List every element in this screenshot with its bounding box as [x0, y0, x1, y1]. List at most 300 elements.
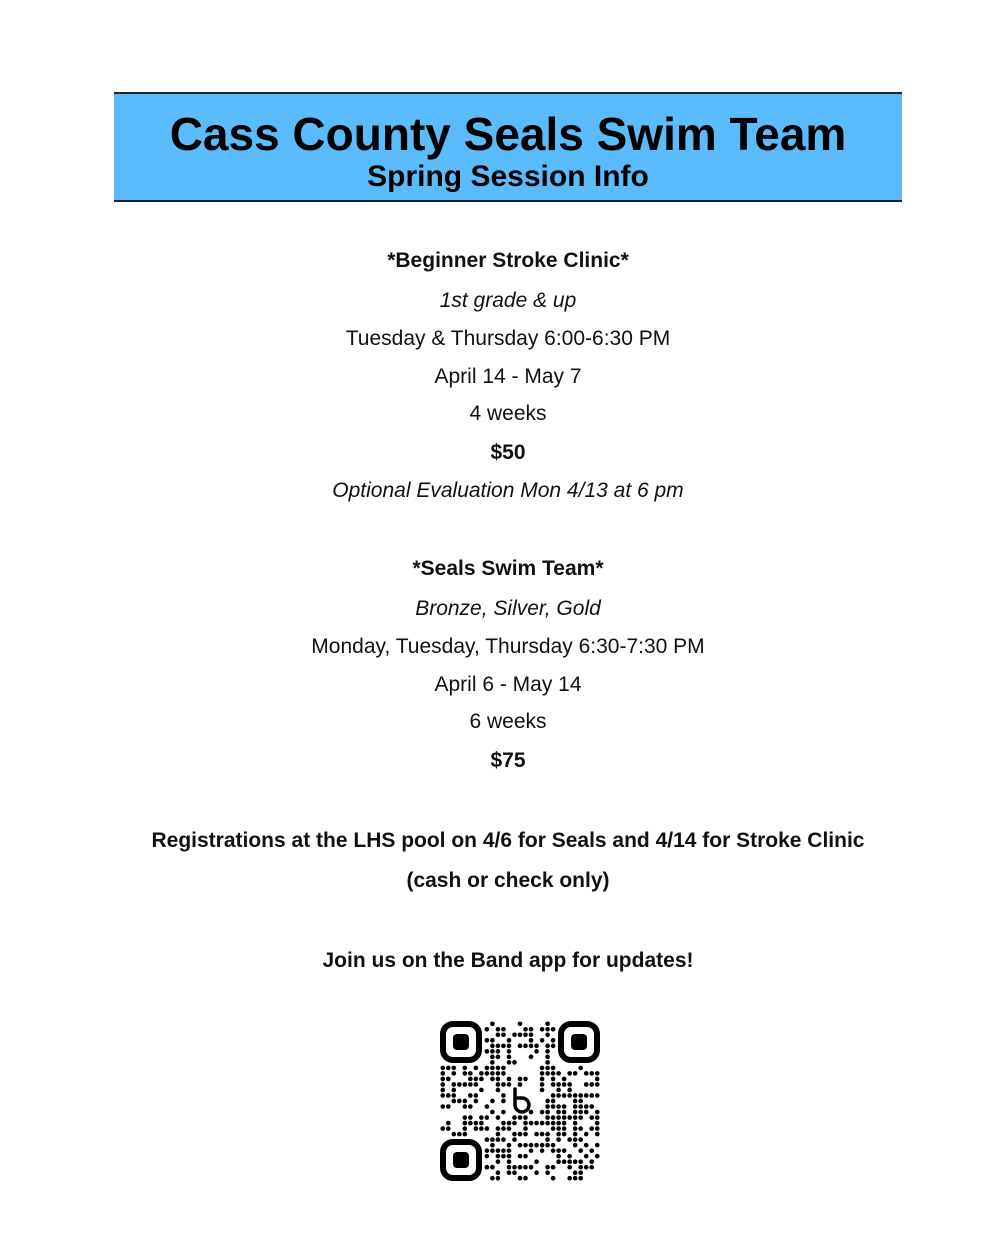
- qr-dot: [468, 1115, 473, 1120]
- qr-dot: [440, 1104, 445, 1109]
- qr-dot: [551, 1121, 556, 1126]
- qr-dot: [512, 1170, 517, 1175]
- qr-dot: [589, 1159, 594, 1164]
- qr-dot: [573, 1143, 578, 1148]
- qr-dot: [468, 1093, 473, 1098]
- qr-dot: [595, 1154, 600, 1159]
- registration-info: Registrations at the LHS pool on 4/6 for Seals and 4/14 for Stroke Clinic: [151, 829, 865, 852]
- qr-dot: [474, 1082, 479, 1087]
- qr-dot: [479, 1115, 484, 1120]
- qr-dot: [556, 1082, 561, 1087]
- qr-dot: [479, 1071, 484, 1076]
- qr-dot: [518, 1143, 523, 1148]
- qr-dot: [496, 1055, 501, 1060]
- qr-dot: [551, 1038, 556, 1043]
- qr-dot: [512, 1060, 517, 1065]
- qr-dot: [589, 1104, 594, 1109]
- qr-dot: [507, 1082, 512, 1087]
- qr-dot: [496, 1170, 501, 1175]
- qr-dot: [512, 1165, 517, 1170]
- qr-dot: [529, 1027, 534, 1032]
- qr-dot: [562, 1110, 567, 1115]
- qr-dot: [534, 1044, 539, 1049]
- qr-dot: [578, 1126, 583, 1131]
- qr-dot: [567, 1159, 572, 1164]
- qr-dot: [490, 1049, 495, 1054]
- qr-dot: [529, 1038, 534, 1043]
- qr-dot: [556, 1154, 561, 1159]
- qr-dot: [556, 1159, 561, 1164]
- qr-dot: [545, 1071, 550, 1076]
- qr-dot: [556, 1110, 561, 1115]
- qr-dot: [545, 1060, 550, 1065]
- qr-dot: [562, 1093, 567, 1098]
- qr-dot: [545, 1137, 550, 1142]
- qr-dot: [556, 1088, 561, 1093]
- qr-dot: [507, 1060, 512, 1065]
- qr-dot: [573, 1176, 578, 1181]
- qr-dot: [551, 1176, 556, 1181]
- qr-dot: [485, 1038, 490, 1043]
- qr-dot: [551, 1165, 556, 1170]
- qr-dot: [562, 1148, 567, 1153]
- qr-dot: [496, 1077, 501, 1082]
- qr-dot: [529, 1143, 534, 1148]
- qr-dot: [573, 1121, 578, 1126]
- qr-dot: [578, 1165, 583, 1170]
- qr-dot: [446, 1066, 451, 1071]
- qr-dot: [451, 1071, 456, 1076]
- qr-dot: [518, 1077, 523, 1082]
- qr-dot: [578, 1066, 583, 1071]
- qr-dot: [529, 1110, 534, 1115]
- qr-dot: [485, 1071, 490, 1076]
- qr-dot: [562, 1077, 567, 1082]
- qr-dot: [556, 1126, 561, 1131]
- qr-dot: [584, 1154, 589, 1159]
- qr-dot: [567, 1093, 572, 1098]
- qr-dot: [551, 1148, 556, 1153]
- qr-dot: [595, 1121, 600, 1126]
- qr-dot: [584, 1165, 589, 1170]
- qr-dot: [446, 1077, 451, 1082]
- qr-dot: [451, 1088, 456, 1093]
- qr-dot: [545, 1165, 550, 1170]
- qr-dot: [496, 1148, 501, 1153]
- qr-dot: [545, 1044, 550, 1049]
- qr-dot: [512, 1121, 517, 1126]
- qr-dot: [529, 1121, 534, 1126]
- qr-dot: [578, 1093, 583, 1098]
- qr-dot: [507, 1044, 512, 1049]
- qr-dot: [457, 1082, 462, 1087]
- qr-dot: [512, 1115, 517, 1120]
- qr-dot: [567, 1082, 572, 1087]
- qr-dot: [562, 1115, 567, 1120]
- qr-dot: [578, 1170, 583, 1175]
- qr-dot: [540, 1082, 545, 1087]
- qr-dot: [501, 1099, 506, 1104]
- qr-dot: [446, 1121, 451, 1126]
- clinic-schedule: Tuesday & Thursday 6:00-6:30 PM: [345, 327, 671, 350]
- qr-dot: [518, 1032, 523, 1037]
- qr-dot: [595, 1077, 600, 1082]
- qr-dot: [496, 1176, 501, 1181]
- qr-dot: [556, 1121, 561, 1126]
- qr-dot: [507, 1159, 512, 1164]
- qr-dot: [501, 1071, 506, 1076]
- qr-dot: [589, 1148, 594, 1153]
- qr-finder-top-right: [561, 1024, 597, 1060]
- qr-dot: [451, 1066, 456, 1071]
- qr-dot: [507, 1143, 512, 1148]
- qr-dot: [578, 1104, 583, 1109]
- team-price: $75: [490, 749, 526, 772]
- qr-dot: [463, 1066, 468, 1071]
- qr-dot: [551, 1115, 556, 1120]
- qr-dot: [540, 1066, 545, 1071]
- team-heading: *Seals Swim Team*: [412, 557, 604, 580]
- qr-dot: [474, 1126, 479, 1131]
- clinic-eligibility: 1st grade & up: [439, 289, 577, 312]
- qr-dot: [562, 1104, 567, 1109]
- qr-dot: [584, 1082, 589, 1087]
- qr-dot: [485, 1137, 490, 1142]
- qr-dot: [529, 1165, 534, 1170]
- band-logo-icon: [507, 1088, 533, 1114]
- qr-dot: [518, 1165, 523, 1170]
- qr-dot: [562, 1159, 567, 1164]
- qr-dot: [440, 1066, 445, 1071]
- qr-dot: [468, 1104, 473, 1109]
- qr-dot: [490, 1143, 495, 1148]
- qr-finder-top-left: [443, 1024, 479, 1060]
- qr-dot: [545, 1049, 550, 1054]
- qr-dot: [474, 1066, 479, 1071]
- qr-dot: [463, 1115, 468, 1120]
- qr-dot: [507, 1148, 512, 1153]
- qr-dot: [529, 1044, 534, 1049]
- qr-dot: [490, 1148, 495, 1153]
- qr-dot: [545, 1115, 550, 1120]
- qr-dot: [578, 1176, 583, 1181]
- qr-dot: [567, 1165, 572, 1170]
- registration-payment-note: (cash or check only): [406, 869, 610, 892]
- qr-dot: [507, 1055, 512, 1060]
- qr-dot: [496, 1071, 501, 1076]
- qr-dot: [578, 1159, 583, 1164]
- qr-dot: [562, 1082, 567, 1087]
- qr-dot: [573, 1126, 578, 1131]
- qr-dot: [578, 1099, 583, 1104]
- qr-dot: [573, 1071, 578, 1076]
- qr-dot: [512, 1137, 517, 1142]
- qr-dot: [540, 1038, 545, 1043]
- qr-dot: [507, 1049, 512, 1054]
- qr-dot: [451, 1082, 456, 1087]
- team-schedule: Monday, Tuesday, Thursday 6:30-7:30 PM: [311, 635, 705, 658]
- qr-dot: [523, 1032, 528, 1037]
- qr-dot: [440, 1082, 445, 1087]
- qr-dot: [567, 1115, 572, 1120]
- qr-dot: [474, 1099, 479, 1104]
- qr-dot: [573, 1104, 578, 1109]
- qr-dot: [523, 1077, 528, 1082]
- qr-dot: [485, 1126, 490, 1131]
- qr-dot: [490, 1099, 495, 1104]
- qr-dot: [496, 1044, 501, 1049]
- qr-dot: [551, 1093, 556, 1098]
- qr-dot: [490, 1176, 495, 1181]
- title-banner: [114, 92, 902, 202]
- qr-dot: [463, 1126, 468, 1131]
- qr-dot: [589, 1115, 594, 1120]
- qr-dot: [573, 1115, 578, 1120]
- qr-dot: [540, 1110, 545, 1115]
- qr-dot: [496, 1066, 501, 1071]
- qr-dot: [523, 1176, 528, 1181]
- qr-dot: [534, 1159, 539, 1164]
- page-subtitle: Spring Session Info: [367, 160, 649, 193]
- qr-dot: [523, 1121, 528, 1126]
- qr-code-graphic: [440, 1021, 600, 1181]
- qr-dot: [490, 1066, 495, 1071]
- qr-dot: [507, 1077, 512, 1082]
- qr-dot: [501, 1110, 506, 1115]
- qr-dot: [545, 1132, 550, 1137]
- qr-dot: [440, 1088, 445, 1093]
- qr-dot: [501, 1032, 506, 1037]
- qr-dot: [595, 1115, 600, 1120]
- qr-dot: [468, 1071, 473, 1076]
- qr-dot: [573, 1137, 578, 1142]
- qr-dot: [501, 1148, 506, 1153]
- qr-dot: [540, 1088, 545, 1093]
- qr-dot: [545, 1104, 550, 1109]
- qr-dot: [490, 1044, 495, 1049]
- qr-dot: [567, 1088, 572, 1093]
- clinic-dates: April 14 - May 7: [434, 365, 582, 388]
- qr-dot: [584, 1110, 589, 1115]
- qr-dot: [523, 1027, 528, 1032]
- qr-dot: [479, 1088, 484, 1093]
- qr-dot: [507, 1165, 512, 1170]
- qr-dot: [501, 1093, 506, 1098]
- band-app-qr-code-icon[interactable]: [440, 1021, 600, 1181]
- qr-dot: [496, 1032, 501, 1037]
- qr-dot: [551, 1082, 556, 1087]
- qr-dot: [529, 1032, 534, 1037]
- qr-dot: [545, 1110, 550, 1115]
- band-app-cta: Join us on the Band app for updates!: [322, 949, 694, 972]
- qr-dot: [595, 1071, 600, 1076]
- qr-dot: [485, 1104, 490, 1109]
- qr-dot: [545, 1027, 550, 1032]
- qr-dot: [556, 1071, 561, 1076]
- qr-dot: [474, 1121, 479, 1126]
- qr-dot: [578, 1110, 583, 1115]
- qr-dot: [551, 1044, 556, 1049]
- qr-dot: [463, 1121, 468, 1126]
- qr-dot: [573, 1093, 578, 1098]
- qr-dot: [551, 1066, 556, 1071]
- qr-dot: [440, 1071, 445, 1076]
- qr-dot: [507, 1038, 512, 1043]
- qr-dot: [474, 1077, 479, 1082]
- qr-dot: [578, 1148, 583, 1153]
- qr-dot: [573, 1170, 578, 1175]
- qr-dot: [567, 1154, 572, 1159]
- qr-dot: [578, 1115, 583, 1120]
- qr-dot: [584, 1104, 589, 1109]
- qr-dot: [518, 1082, 523, 1087]
- qr-dot: [540, 1148, 545, 1153]
- qr-dot: [440, 1077, 445, 1082]
- qr-dot: [451, 1132, 456, 1137]
- qr-dot: [523, 1126, 528, 1131]
- qr-dot: [496, 1154, 501, 1159]
- qr-dot: [518, 1021, 523, 1026]
- qr-dot: [468, 1077, 473, 1082]
- clinic-duration: 4 weeks: [469, 402, 547, 425]
- qr-dot: [545, 1170, 550, 1175]
- qr-dot: [567, 1176, 572, 1181]
- qr-dot: [573, 1159, 578, 1164]
- qr-dot: [595, 1143, 600, 1148]
- qr-dot: [534, 1049, 539, 1054]
- qr-dot: [507, 1154, 512, 1159]
- qr-dot: [440, 1126, 445, 1131]
- qr-dot: [529, 1055, 534, 1060]
- qr-dot: [496, 1115, 501, 1120]
- qr-dot: [523, 1143, 528, 1148]
- qr-dot: [468, 1082, 473, 1087]
- qr-dot: [540, 1077, 545, 1082]
- qr-dot: [540, 1143, 545, 1148]
- qr-dot: [485, 1027, 490, 1032]
- qr-dot: [496, 1132, 501, 1137]
- qr-dot: [451, 1099, 456, 1104]
- qr-dot: [490, 1137, 495, 1142]
- qr-dot: [485, 1066, 490, 1071]
- qr-dot: [540, 1121, 545, 1126]
- qr-dot: [457, 1132, 462, 1137]
- qr-dot: [490, 1021, 495, 1026]
- qr-dot: [545, 1021, 550, 1026]
- qr-dot: [463, 1132, 468, 1137]
- qr-dot: [496, 1126, 501, 1131]
- qr-dot: [501, 1126, 506, 1131]
- qr-dot: [551, 1126, 556, 1131]
- qr-dot: [523, 1044, 528, 1049]
- clinic-heading: *Beginner Stroke Clinic*: [387, 249, 629, 272]
- clinic-evaluation: Optional Evaluation Mon 4/13 at 6 pm: [332, 479, 684, 502]
- qr-dot: [523, 1154, 528, 1159]
- qr-dot: [595, 1126, 600, 1131]
- qr-dot: [496, 1049, 501, 1054]
- qr-dot: [595, 1132, 600, 1137]
- qr-dot: [496, 1027, 501, 1032]
- qr-finder-bottom-left: [443, 1142, 479, 1178]
- qr-dot: [501, 1082, 506, 1087]
- qr-dot: [490, 1038, 495, 1043]
- qr-dot: [523, 1132, 528, 1137]
- qr-dot: [496, 1137, 501, 1142]
- qr-dot: [567, 1137, 572, 1142]
- qr-dot: [479, 1121, 484, 1126]
- qr-dot: [573, 1132, 578, 1137]
- qr-dot: [573, 1110, 578, 1115]
- qr-dot: [479, 1077, 484, 1082]
- team-dates: April 6 - May 14: [434, 673, 582, 696]
- qr-dot: [545, 1099, 550, 1104]
- qr-dot: [534, 1132, 539, 1137]
- qr-dot: [496, 1082, 501, 1087]
- qr-dot: [485, 1154, 490, 1159]
- qr-dot: [446, 1126, 451, 1131]
- qr-dot: [545, 1055, 550, 1060]
- qr-dot: [556, 1132, 561, 1137]
- qr-dot: [446, 1104, 451, 1109]
- qr-dot: [463, 1104, 468, 1109]
- qr-dot: [589, 1071, 594, 1076]
- qr-dot: [556, 1093, 561, 1098]
- qr-dot: [562, 1132, 567, 1137]
- qr-dot: [529, 1148, 534, 1153]
- qr-dot: [545, 1121, 550, 1126]
- qr-dot: [551, 1143, 556, 1148]
- qr-dot: [534, 1170, 539, 1175]
- qr-dot: [584, 1132, 589, 1137]
- qr-dot: [556, 1104, 561, 1109]
- qr-dot: [551, 1099, 556, 1104]
- qr-dot: [595, 1093, 600, 1098]
- qr-dot: [578, 1137, 583, 1142]
- qr-dot: [595, 1082, 600, 1087]
- qr-dot: [518, 1176, 523, 1181]
- qr-dot: [589, 1082, 594, 1087]
- qr-dot: [507, 1126, 512, 1131]
- qr-dot: [485, 1049, 490, 1054]
- qr-dot: [562, 1126, 567, 1131]
- team-duration: 6 weeks: [469, 710, 547, 733]
- qr-dot: [584, 1071, 589, 1076]
- qr-dot: [545, 1032, 550, 1037]
- qr-dot: [518, 1154, 523, 1159]
- qr-dot: [479, 1126, 484, 1131]
- qr-dot: [540, 1027, 545, 1032]
- qr-dot: [507, 1121, 512, 1126]
- qr-dot: [474, 1093, 479, 1098]
- qr-dot: [501, 1121, 506, 1126]
- qr-dot: [595, 1110, 600, 1115]
- qr-dot: [501, 1027, 506, 1032]
- qr-dot: [573, 1099, 578, 1104]
- qr-dot: [463, 1071, 468, 1076]
- qr-dot: [589, 1126, 594, 1131]
- qr-dot: [551, 1077, 556, 1082]
- qr-dot: [496, 1088, 501, 1093]
- qr-dot: [463, 1082, 468, 1087]
- qr-dot: [490, 1060, 495, 1065]
- qr-dot: [501, 1137, 506, 1142]
- qr-dot: [490, 1110, 495, 1115]
- qr-dot: [518, 1115, 523, 1120]
- qr-dot: [440, 1093, 445, 1098]
- qr-dot: [496, 1159, 501, 1164]
- qr-dot: [485, 1148, 490, 1153]
- qr-dot: [490, 1165, 495, 1170]
